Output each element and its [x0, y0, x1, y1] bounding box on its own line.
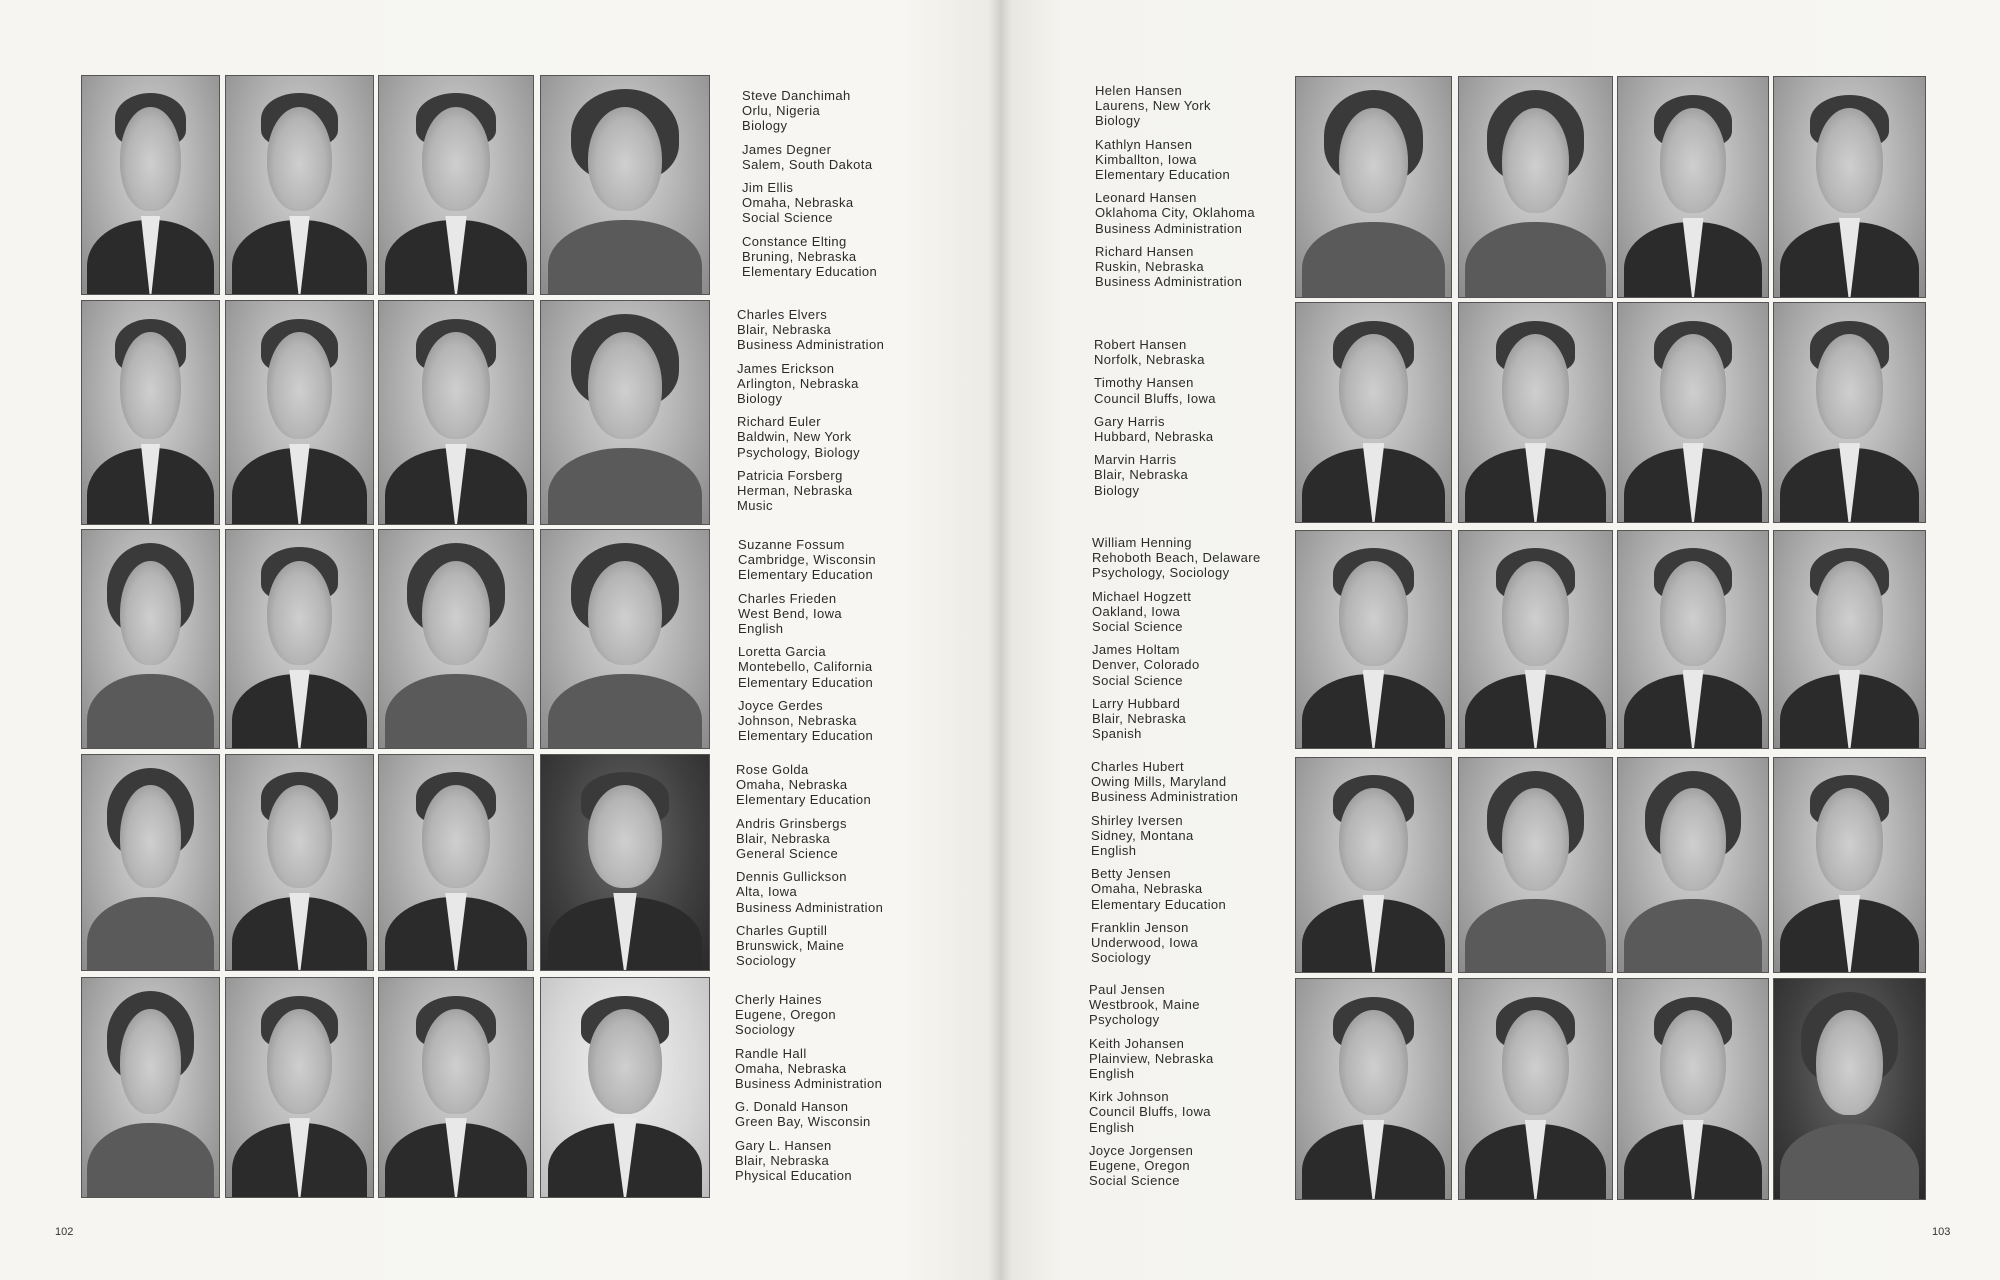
- student-name: Shirley Iversen: [1091, 812, 1183, 828]
- student-major: Business Administration: [1095, 274, 1243, 290]
- student-major: Social Science: [1092, 672, 1183, 688]
- student-hometown: Rehoboth Beach, Delaware: [1092, 550, 1261, 566]
- student-entry: [738, 698, 876, 744]
- student-entry: [1092, 535, 1261, 581]
- student-name: Franklin Jenson: [1091, 919, 1189, 935]
- student-name: Charles Elvers: [737, 307, 828, 322]
- student-hometown: Omaha, Nebraska: [736, 777, 848, 793]
- student-major: Elementary Education: [738, 674, 874, 690]
- student-name: Kirk Johnson: [1089, 1089, 1169, 1105]
- student-name: James Erickson: [737, 360, 835, 376]
- student-entry: [1095, 137, 1255, 183]
- page-gutter: [988, 0, 1012, 1280]
- student-name: Larry Hubbard: [1092, 695, 1181, 711]
- student-hometown: Underwood, Iowa: [1091, 935, 1199, 951]
- student-hometown: Blair, Nebraska: [736, 830, 831, 846]
- student-name: Suzanne Fossum: [738, 537, 845, 552]
- student-major: Biology: [742, 118, 788, 134]
- student-hometown: Denver, Colorado: [1092, 657, 1200, 673]
- student-entry: [737, 361, 884, 407]
- student-major: Spanish: [1092, 726, 1142, 742]
- student-hometown: Omaha, Nebraska: [1091, 881, 1203, 897]
- student-portrait-photo: [540, 754, 710, 971]
- student-name: Steve Danchimah: [742, 88, 851, 103]
- student-major: Social Science: [1089, 1173, 1180, 1189]
- student-entry: [736, 816, 883, 862]
- name-block-right-4: [1091, 759, 1238, 973]
- student-portrait-photo: [225, 75, 374, 295]
- student-entry: [1092, 589, 1261, 635]
- student-hometown: Council Bluffs, Iowa: [1094, 390, 1216, 406]
- student-hometown: Hubbard, Nebraska: [1094, 429, 1214, 445]
- student-name: Leonard Hansen: [1095, 190, 1197, 206]
- student-hometown: Bruning, Nebraska: [742, 248, 857, 264]
- student-entry: [1094, 337, 1216, 367]
- student-name: Andris Grinsbergs: [736, 815, 847, 831]
- student-portrait-photo: [81, 75, 220, 295]
- student-major: Physical Education: [735, 1168, 853, 1184]
- student-major: Biology: [1095, 113, 1141, 129]
- student-portrait-photo: [1458, 757, 1613, 973]
- student-hometown: Salem, South Dakota: [742, 156, 873, 172]
- student-major: Sociology: [1091, 950, 1151, 966]
- student-entry: [742, 142, 877, 172]
- name-block-left-1: [742, 88, 877, 287]
- student-name: Richard Euler: [737, 414, 821, 430]
- name-block-right-5: [1089, 982, 1214, 1196]
- student-name: Rose Golda: [736, 762, 809, 777]
- student-portrait-photo: [225, 754, 374, 971]
- student-major: Elementary Education: [742, 264, 878, 280]
- student-hometown: Cambridge, Wisconsin: [738, 552, 877, 568]
- name-block-left-2: [737, 307, 884, 521]
- student-hometown: Laurens, New York: [1095, 98, 1211, 114]
- student-hometown: Oakland, Iowa: [1092, 603, 1181, 619]
- student-name: Cherly Haines: [735, 992, 822, 1007]
- student-major: English: [738, 621, 784, 637]
- student-portrait-photo: [1617, 76, 1769, 298]
- student-portrait-photo: [1617, 757, 1769, 973]
- student-portrait-photo: [1295, 302, 1452, 523]
- student-entry: [737, 307, 884, 353]
- student-name: Dennis Gullickson: [736, 869, 847, 885]
- student-portrait-photo: [1295, 76, 1452, 298]
- student-hometown: Baldwin, New York: [737, 429, 852, 445]
- student-portrait-photo: [1458, 302, 1613, 523]
- student-name: Marvin Harris: [1094, 452, 1177, 468]
- student-name: Loretta Garcia: [738, 644, 826, 660]
- student-major: Sociology: [735, 1022, 795, 1038]
- student-hometown: Blair, Nebraska: [1094, 467, 1189, 483]
- student-hometown: Green Bay, Wisconsin: [735, 1114, 871, 1130]
- student-major: Elementary Education: [738, 728, 874, 744]
- student-major: Music: [737, 498, 773, 514]
- student-major: Psychology, Sociology: [1092, 565, 1230, 581]
- student-major: Sociology: [736, 953, 796, 969]
- student-entry: [1091, 813, 1238, 859]
- student-name: Jim Ellis: [742, 180, 794, 196]
- student-entry: [742, 234, 877, 280]
- student-name: Helen Hansen: [1095, 83, 1183, 98]
- student-portrait-photo: [378, 75, 534, 295]
- student-major: Elementary Education: [736, 792, 872, 808]
- page-number-right: 103: [1932, 1226, 1951, 1238]
- student-entry: [735, 1046, 882, 1092]
- student-name: Joyce Gerdes: [738, 697, 824, 713]
- student-name: Michael Hogzett: [1092, 588, 1192, 604]
- student-portrait-photo: [1295, 757, 1452, 973]
- student-hometown: Westbrook, Maine: [1089, 997, 1200, 1013]
- student-portrait-photo: [378, 529, 534, 749]
- student-major: Elementary Education: [1091, 896, 1227, 912]
- student-name: Gary L. Hansen: [735, 1137, 832, 1153]
- student-hometown: Omaha, Nebraska: [742, 195, 854, 211]
- student-portrait-photo: [378, 754, 534, 971]
- student-name: Charles Hubert: [1091, 759, 1185, 774]
- student-entry: [1095, 190, 1255, 236]
- student-portrait-photo: [378, 300, 534, 525]
- student-hometown: Herman, Nebraska: [737, 483, 853, 499]
- student-major: Elementary Education: [1095, 167, 1231, 183]
- student-portrait-photo: [1458, 76, 1613, 298]
- student-name: Richard Hansen: [1095, 243, 1194, 259]
- student-major: Business Administration: [736, 899, 884, 915]
- student-name: Betty Jensen: [1091, 866, 1171, 882]
- student-hometown: Eugene, Oregon: [735, 1007, 837, 1023]
- student-entry: [738, 644, 876, 690]
- student-major: Biology: [1094, 482, 1140, 498]
- student-major: Biology: [737, 391, 783, 407]
- student-major: Business Administration: [735, 1076, 883, 1092]
- student-entry: [1094, 452, 1216, 498]
- student-name: Randle Hall: [735, 1045, 807, 1061]
- student-entry: [1091, 866, 1238, 912]
- student-name: Kathlyn Hansen: [1095, 136, 1193, 152]
- student-name: G. Donald Hanson: [735, 1099, 849, 1115]
- student-portrait-photo: [1617, 530, 1769, 749]
- student-portrait-photo: [540, 300, 710, 525]
- student-hometown: Brunswick, Maine: [736, 938, 845, 954]
- student-name: Keith Johansen: [1089, 1035, 1185, 1051]
- student-portrait-photo: [1773, 530, 1926, 749]
- student-hometown: Plainview, Nebraska: [1089, 1050, 1214, 1066]
- student-hometown: Oklahoma City, Oklahoma: [1095, 205, 1255, 221]
- student-name: Charles Guptill: [736, 922, 828, 938]
- student-portrait-photo: [81, 300, 220, 525]
- student-portrait-photo: [81, 754, 220, 971]
- student-entry: [1095, 83, 1255, 129]
- student-entry: [1089, 1089, 1214, 1135]
- name-block-right-3: [1092, 535, 1261, 749]
- name-block-left-4: [736, 762, 883, 976]
- student-portrait-photo: [1773, 757, 1926, 973]
- student-portrait-photo: [225, 977, 374, 1198]
- student-entry: [735, 992, 882, 1038]
- student-major: Elementary Education: [738, 567, 874, 583]
- student-portrait-photo: [540, 75, 710, 295]
- name-block-left-3: [738, 537, 876, 751]
- student-entry: [736, 923, 883, 969]
- student-portrait-photo: [1773, 302, 1926, 523]
- student-major: English: [1089, 1066, 1135, 1082]
- student-entry: [1094, 375, 1216, 405]
- student-entry: [736, 762, 883, 808]
- student-entry: [1091, 920, 1238, 966]
- student-entry: [1091, 759, 1238, 805]
- student-entry: [736, 869, 883, 915]
- student-entry: [1089, 1036, 1214, 1082]
- student-hometown: Owing Mills, Maryland: [1091, 774, 1227, 790]
- student-portrait-photo: [81, 977, 220, 1198]
- student-portrait-photo: [378, 977, 534, 1198]
- student-portrait-photo: [1458, 530, 1613, 749]
- student-entry: [1094, 414, 1216, 444]
- student-portrait-photo: [225, 300, 374, 525]
- student-hometown: Montebello, California: [738, 659, 873, 675]
- student-portrait-photo: [1773, 76, 1926, 298]
- student-portrait-photo: [1458, 978, 1613, 1200]
- student-portrait-photo: [540, 529, 710, 749]
- student-name: Charles Frieden: [738, 590, 837, 606]
- student-major: Business Administration: [737, 337, 885, 353]
- student-portrait-photo: [1617, 302, 1769, 523]
- student-hometown: Ruskin, Nebraska: [1095, 259, 1204, 275]
- student-hometown: Johnson, Nebraska: [738, 713, 857, 729]
- student-entry: [738, 537, 876, 583]
- student-major: Social Science: [1092, 619, 1183, 635]
- student-hometown: Sidney, Montana: [1091, 827, 1194, 843]
- student-hometown: Blair, Nebraska: [1092, 711, 1187, 727]
- page-number-left: 102: [55, 1226, 74, 1238]
- student-hometown: Orlu, Nigeria: [742, 103, 821, 119]
- student-portrait-photo: [1617, 978, 1769, 1200]
- student-entry: [1095, 244, 1255, 290]
- student-entry: [735, 1138, 882, 1184]
- student-hometown: Omaha, Nebraska: [735, 1060, 847, 1076]
- student-name: Robert Hansen: [1094, 337, 1187, 352]
- student-name: William Henning: [1092, 535, 1192, 550]
- student-name: James Holtam: [1092, 642, 1180, 658]
- student-hometown: Arlington, Nebraska: [737, 375, 859, 391]
- student-major: General Science: [736, 846, 839, 862]
- name-block-right-2: [1094, 337, 1216, 506]
- student-name: James Degner: [742, 141, 832, 157]
- student-hometown: West Bend, Iowa: [738, 605, 843, 621]
- student-hometown: Alta, Iowa: [736, 884, 798, 900]
- student-entry: [742, 180, 877, 226]
- student-hometown: Council Bluffs, Iowa: [1089, 1104, 1211, 1120]
- student-entry: [742, 88, 877, 134]
- student-major: Business Administration: [1091, 789, 1239, 805]
- student-name: Joyce Jorgensen: [1089, 1142, 1194, 1158]
- student-entry: [735, 1099, 882, 1129]
- name-block-left-5: [735, 992, 882, 1191]
- student-hometown: Norfolk, Nebraska: [1094, 352, 1205, 368]
- student-entry: [737, 414, 884, 460]
- student-portrait-photo: [1295, 978, 1452, 1200]
- student-portrait-photo: [225, 529, 374, 749]
- student-name: Constance Elting: [742, 233, 847, 249]
- student-major: Psychology, Biology: [737, 444, 860, 460]
- student-hometown: Blair, Nebraska: [737, 322, 832, 338]
- student-entry: [1089, 1143, 1214, 1189]
- student-name: Paul Jensen: [1089, 982, 1165, 997]
- student-major: Business Administration: [1095, 220, 1243, 236]
- student-entry: [1089, 982, 1214, 1028]
- student-hometown: Kimballton, Iowa: [1095, 151, 1197, 167]
- student-entry: [737, 468, 884, 514]
- student-portrait-photo: [540, 977, 710, 1198]
- student-entry: [738, 591, 876, 637]
- student-name: Patricia Forsberg: [737, 467, 843, 483]
- student-portrait-photo: [81, 529, 220, 749]
- student-entry: [1092, 642, 1261, 688]
- student-hometown: Blair, Nebraska: [735, 1152, 830, 1168]
- student-hometown: Eugene, Oregon: [1089, 1158, 1191, 1174]
- student-portrait-photo: [1295, 530, 1452, 749]
- student-name: Gary Harris: [1094, 413, 1165, 429]
- student-major: Psychology: [1089, 1012, 1160, 1028]
- student-name: Timothy Hansen: [1094, 375, 1194, 391]
- student-portrait-photo: [1773, 978, 1926, 1200]
- student-major: English: [1089, 1119, 1135, 1135]
- student-entry: [1092, 696, 1261, 742]
- student-major: Social Science: [742, 210, 833, 226]
- name-block-right-1: [1095, 83, 1255, 297]
- student-major: English: [1091, 843, 1137, 859]
